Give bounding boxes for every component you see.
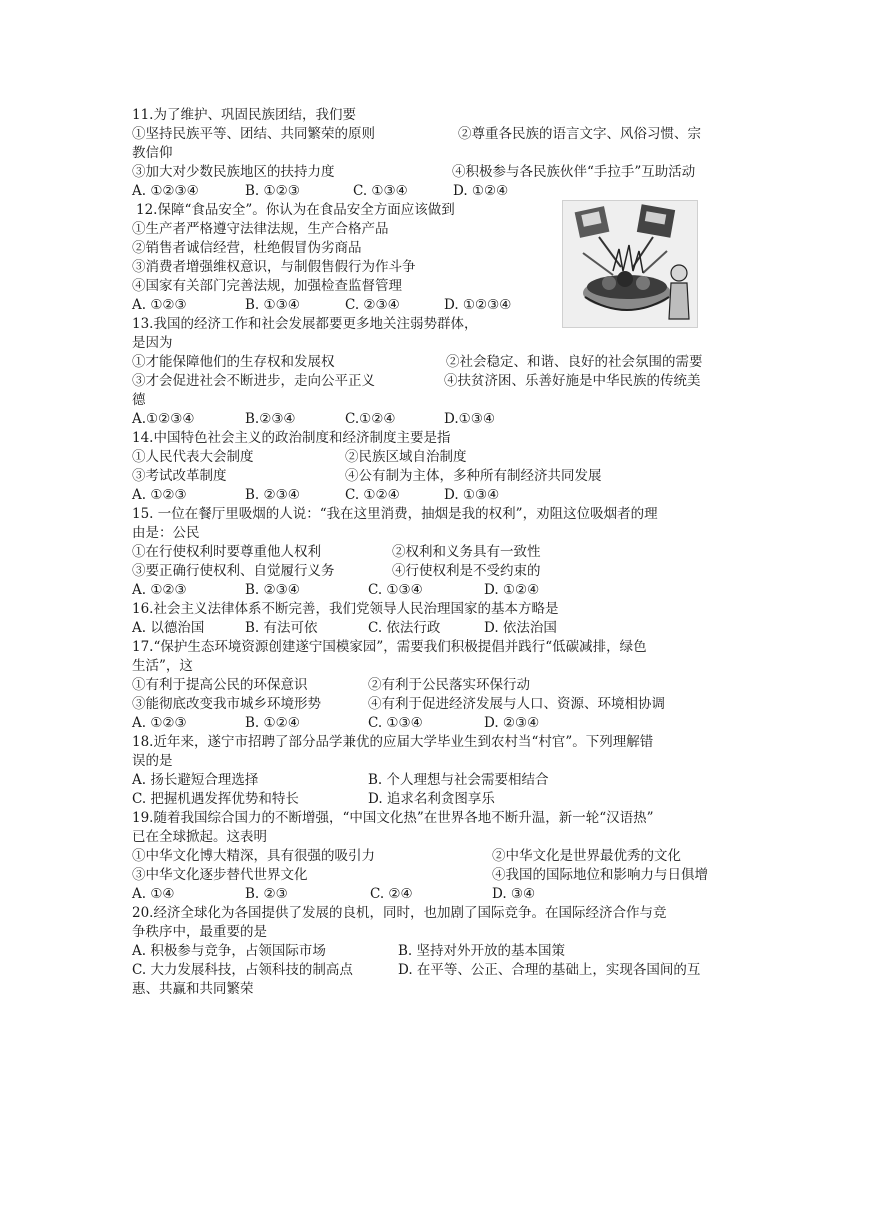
q20-option-c: C. 大力发展科技，占领科技的制高点 (132, 962, 353, 978)
q12-statement-4: ④国家有关部门完善法规，加强检查监督管理 (132, 278, 402, 294)
q13-statement-4-cont: 德 (132, 392, 146, 408)
q17-statement-3: ③能彻底改变我市城乡环境形势 (132, 696, 321, 712)
q17-stem: 17.“保护生态环境资源创建遂宁国模家园”，需要我们积极提倡并践行“低碳减排，绿色 (132, 639, 647, 655)
q20-stem-cont: 争秩序中，最重要的是 (132, 924, 267, 940)
q11-stem: 11.为了维护、巩固民族团结，我们要 (132, 107, 356, 123)
q14-option-d: D. ①③④ (444, 487, 500, 503)
q13-statement-4: ④扶贫济困、乐善好施是中华民族的传统美 (444, 373, 701, 389)
q13-option-b: B.②③④ (245, 411, 296, 427)
q12-option-c: C. ②③④ (345, 297, 400, 313)
q15-statement-3: ③要正确行使权利、自觉履行义务 (132, 563, 335, 579)
q15-stem-cont: 由是：公民 (132, 525, 200, 541)
food-safety-cartoon-drawing (563, 201, 697, 327)
q11-statement-1: ①坚持民族平等、团结、共同繁荣的原则 (132, 126, 375, 142)
q16-stem: 16.社会主义法律体系不断完善，我们党领导人民治理国家的基本方略是 (132, 601, 559, 617)
q19-statement-3: ③中华文化逐步替代世界文化 (132, 867, 308, 883)
q13-option-c: C.①②④ (345, 411, 396, 427)
q18-option-d: D. 追求名利贪图享乐 (368, 791, 495, 807)
q18-stem: 18.近年来，遂宁市招聘了部分品学兼优的应届大学毕业生到农村当“村官”。下列理解错 (132, 734, 654, 750)
q17-statement-1: ①有利于提高公民的环保意识 (132, 677, 308, 693)
q20-option-b: B. 坚持对外开放的基本国策 (398, 943, 566, 959)
q11-option-c: C. ①③④ (353, 183, 408, 199)
q19-statement-4: ④我国的国际地位和影响力与日俱增 (492, 867, 708, 883)
q16-option-d: D. 依法治国 (484, 620, 557, 636)
q12-statement-2: ②销售者诚信经营，杜绝假冒伪劣商品 (132, 240, 362, 256)
q11-option-a: A. ①②③④ (132, 183, 199, 199)
q14-option-b: B. ②③④ (245, 487, 300, 503)
q17-option-c: C. ①③④ (368, 715, 423, 731)
q13-statement-2: ②社会稳定、和谐、良好的社会氛围的需要 (446, 354, 703, 370)
q17-statement-2: ②有利于公民落实环保行动 (368, 677, 530, 693)
q13-option-a: A.①②③④ (132, 411, 195, 427)
q18-option-a: A. 扬长避短合理选择 (132, 772, 259, 788)
q13-stem-cont: 是因为 (132, 335, 173, 351)
q16-option-c: C. 依法行政 (368, 620, 441, 636)
q12-option-b: B. ①③④ (245, 297, 300, 313)
q17-statement-4: ④有利于促进经济发展与人口、资源、环境相协调 (368, 696, 665, 712)
q14-statement-4: ④公有制为主体，多种所有制经济共同发展 (345, 468, 602, 484)
q14-statement-1: ①人民代表大会制度 (132, 449, 254, 465)
q12-option-a: A. ①②③ (132, 297, 187, 313)
q15-option-a: A. ①②③ (132, 582, 187, 598)
q17-stem-cont: 生活”，这 (132, 658, 193, 674)
q12-statement-1: ①生产者严格遵守法律法规，生产合格产品 (132, 221, 389, 237)
q19-option-b: B. ②③ (245, 886, 288, 902)
q15-option-b: B. ②③④ (245, 582, 300, 598)
q11-statement-3: ③加大对少数民族地区的扶持力度 (132, 164, 335, 180)
q15-stem: 15. 一位在餐厅里吸烟的人说：“我在这里消费，抽烟是我的权利”，劝阻这位吸烟者的理 (132, 506, 658, 522)
q19-statement-2: ②中华文化是世界最优秀的文化 (492, 848, 681, 864)
q13-statement-1: ①才能保障他们的生存权和发展权 (132, 354, 335, 370)
q14-option-a: A. ①②③ (132, 487, 187, 503)
q15-statement-4: ④行使权利是不受约束的 (392, 563, 541, 579)
q19-statement-1: ①中华文化博大精深，具有很强的吸引力 (132, 848, 375, 864)
q14-statement-2: ②民族区域自治制度 (345, 449, 467, 465)
food-safety-cartoon (562, 200, 698, 328)
q18-stem-cont: 误的是 (132, 753, 173, 769)
q17-option-b: B. ①②④ (245, 715, 300, 731)
q15-option-d: D. ①②④ (484, 582, 540, 598)
q12-statement-3: ③消费者增强维权意识，与制假售假行为作斗争 (132, 259, 416, 275)
q14-statement-3: ③考试改革制度 (132, 468, 227, 484)
q11-statement-2-cont: 教信仰 (132, 145, 173, 161)
q19-stem: 19.随着我国综合国力的不断增强，“中国文化热”在世界各地不断升温，新一轮“汉语热” (132, 810, 654, 826)
q19-option-c: C. ②④ (370, 886, 413, 902)
q13-option-d: D.①③④ (444, 411, 495, 427)
q19-option-d: D. ③④ (492, 886, 536, 902)
q20-option-a: A. 积极参与竞争，占领国际市场 (132, 943, 326, 959)
q18-option-c: C. 把握机遇发挥优势和特长 (132, 791, 299, 807)
q13-statement-3: ③才会促进社会不断进步，走向公平正义 (132, 373, 375, 389)
q11-option-b: B. ①②③ (245, 183, 300, 199)
q13-stem: 13.我国的经济工作和社会发展都要更多地关注弱势群体， (132, 316, 478, 332)
q15-option-c: C. ①③④ (368, 582, 423, 598)
q18-option-b: B. 个人理想与社会需要相结合 (368, 772, 549, 788)
q11-statement-4: ④积极参与各民族伙伴“手拉手”互助活动 (452, 164, 696, 180)
q19-option-a: A. ①④ (132, 886, 175, 902)
q20-option-d-cont: 惠、共赢和共同繁荣 (132, 981, 254, 997)
q19-stem-cont: 已在全球掀起。这表明 (132, 829, 267, 845)
q15-statement-1: ①在行使权利时要尊重他人权利 (132, 544, 321, 560)
q20-stem: 20.经济全球化为各国提供了发展的良机，同时，也加剧了国际竞争。在国际经济合作与竞 (132, 905, 667, 921)
q15-statement-2: ②权利和义务具有一致性 (392, 544, 541, 560)
q16-option-a: A. 以德治国 (132, 620, 205, 636)
q12-stem: 12.保障“食品安全”。你认为在食品安全方面应该做到 (136, 202, 455, 218)
q17-option-a: A. ①②③ (132, 715, 187, 731)
q12-option-d: D. ①②③④ (444, 297, 512, 313)
q14-option-c: C. ①②④ (345, 487, 400, 503)
q16-option-b: B. 有法可依 (245, 620, 318, 636)
q17-option-d: D. ②③④ (484, 715, 540, 731)
q11-statement-2: ②尊重各民族的语言文字、风俗习惯、宗 (458, 126, 701, 142)
q20-option-d: D. 在平等、公正、合理的基础上，实现各国间的互 (398, 962, 701, 978)
q14-stem: 14.中国特色社会主义的政治制度和经济制度主要是指 (132, 430, 451, 446)
q11-option-d: D. ①②④ (453, 183, 509, 199)
